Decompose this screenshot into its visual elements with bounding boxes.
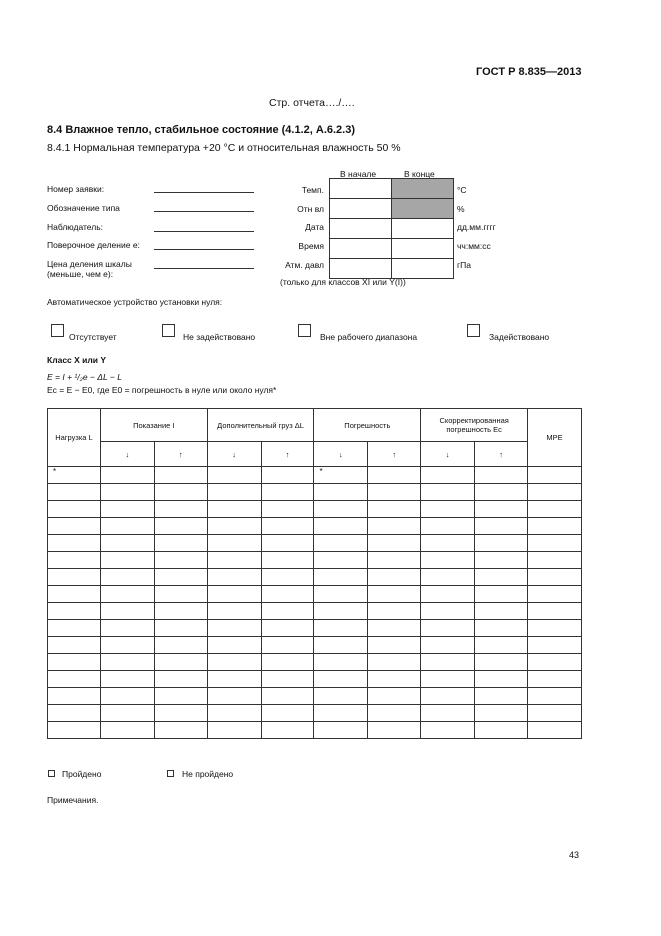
table-cell[interactable] [48,484,101,501]
table-cell[interactable] [528,484,582,501]
table-row [48,637,582,654]
table-row [48,722,582,739]
field-label-type: Обозначение типа [47,203,120,213]
table-cell[interactable] [475,688,528,705]
table-cell[interactable] [100,671,154,688]
arrow-down: ↓ [207,442,261,467]
table-cell[interactable] [48,569,101,586]
table-cell[interactable] [421,688,475,705]
checkbox-out-of-range[interactable] [298,324,311,337]
table-cell[interactable] [314,586,368,603]
col-corrected: Скорректированная погрешность Ec [421,409,528,442]
col-mpe: МРЕ [528,409,582,467]
table-cell[interactable] [475,535,528,552]
cond-cell[interactable] [330,239,392,259]
table-cell[interactable] [475,705,528,722]
table-cell[interactable] [475,518,528,535]
cond-unit-date: дд.мм.гггг [457,222,496,232]
table-cell[interactable] [154,552,207,569]
table-cell[interactable] [528,586,582,603]
table-cell[interactable] [528,467,582,484]
arrow-up: ↑ [368,442,421,467]
table-row [48,603,582,620]
table-cell[interactable] [100,467,154,484]
table-cell[interactable] [261,501,314,518]
table-cell[interactable] [314,603,368,620]
table-cell[interactable] [207,654,261,671]
arrow-up: ↑ [154,442,207,467]
cond-cell[interactable] [392,239,454,259]
table-cell[interactable] [314,518,368,535]
table-cell[interactable] [154,467,207,484]
table-cell[interactable] [314,688,368,705]
table-cell[interactable] [475,654,528,671]
table-cell[interactable] [207,501,261,518]
arrow-down: ↓ [100,442,154,467]
table-cell[interactable] [368,586,421,603]
report-page: Стр. отчета…./…. [269,97,355,109]
table-cell[interactable] [314,535,368,552]
cond-label-humidity: Отн вл [297,204,324,214]
table-cell[interactable] [528,518,582,535]
cond-col-end: В конце [404,169,435,179]
checkbox-absent[interactable] [51,324,64,337]
field-label-observer: Наблюдатель: [47,222,103,232]
table-cell[interactable] [528,569,582,586]
table-cell[interactable] [100,552,154,569]
table-cell[interactable] [314,484,368,501]
table-cell[interactable] [207,705,261,722]
table-cell[interactable] [528,654,582,671]
cond-cell[interactable] [330,219,392,239]
checkbox-not-engaged[interactable] [162,324,175,337]
table-cell[interactable] [528,671,582,688]
table-cell[interactable] [528,637,582,654]
option-absent: Отсутствует [69,332,117,342]
table-cell[interactable] [421,501,475,518]
table-cell[interactable] [100,688,154,705]
table-cell[interactable] [475,637,528,654]
table-cell[interactable] [261,569,314,586]
table-row [48,535,582,552]
table-row [48,552,582,569]
arrow-down: ↓ [314,442,368,467]
table-cell[interactable] [48,552,101,569]
table-row [48,569,582,586]
table-cell[interactable] [261,467,314,484]
table-cell[interactable] [421,569,475,586]
table-cell[interactable] [368,620,421,637]
table-cell[interactable] [368,671,421,688]
table-cell[interactable] [100,603,154,620]
table-cell[interactable] [368,705,421,722]
table-row [48,518,582,535]
table-cell[interactable] [421,654,475,671]
table-cell[interactable] [261,484,314,501]
table-cell[interactable] [528,535,582,552]
zero-marker-cell[interactable]: * [314,467,368,484]
measurement-table [47,408,582,739]
field-label-scale-note: (меньше, чем e): [47,269,114,279]
table-cell[interactable] [314,569,368,586]
table-cell[interactable] [48,671,101,688]
table-cell[interactable] [475,467,528,484]
table-cell[interactable] [48,603,101,620]
table-cell[interactable] [314,552,368,569]
table-cell[interactable] [207,688,261,705]
table-cell[interactable] [475,569,528,586]
cond-cell[interactable] [392,219,454,239]
table-cell[interactable] [48,518,101,535]
cond-cell-shaded [392,199,454,219]
table-cell[interactable] [368,722,421,739]
table-cell[interactable] [261,603,314,620]
cond-label-pressure: Атм. давл [285,260,324,270]
table-cell[interactable] [528,603,582,620]
option-engaged: Задействовано [489,332,550,342]
table-cell[interactable] [100,654,154,671]
zero-device-title: Автоматическое устройство установки нуля: [47,297,223,307]
table-cell[interactable] [368,535,421,552]
table-row [48,688,582,705]
table-cell[interactable] [314,501,368,518]
table-cell[interactable] [368,654,421,671]
table-cell[interactable] [154,688,207,705]
conditions-table [329,178,454,279]
table-cell[interactable] [528,705,582,722]
table-cell[interactable] [421,467,475,484]
cond-cell[interactable] [330,259,392,279]
table-cell[interactable] [154,501,207,518]
table-cell[interactable] [261,671,314,688]
section-title: 8.4 Влажное тепло, стабильное состояние (4.1.2, А.6.2.3) [47,124,356,136]
cond-cell[interactable] [392,259,454,279]
col-load: Нагрузка L [48,409,101,467]
table-cell[interactable] [528,552,582,569]
cond-unit-time: чч:мм:сс [457,241,491,251]
table-row [48,484,582,501]
table-cell[interactable] [528,722,582,739]
table-cell[interactable] [421,671,475,688]
table-cell[interactable] [368,484,421,501]
arrow-up: ↑ [261,442,314,467]
table-cell[interactable] [154,484,207,501]
table-cell[interactable] [475,671,528,688]
table-cell[interactable] [48,688,101,705]
table-cell[interactable] [100,535,154,552]
table-cell[interactable] [207,671,261,688]
table-cell[interactable] [48,620,101,637]
cond-cell[interactable] [330,199,392,219]
field-line-verification[interactable] [154,238,254,250]
table-cell[interactable] [261,552,314,569]
notes-label: Примечания. [47,795,99,805]
table-cell[interactable] [154,518,207,535]
table-cell[interactable] [421,552,475,569]
table-row [48,501,582,518]
table-cell[interactable] [528,620,582,637]
zero-marker-cell[interactable]: * [48,467,101,484]
table-cell[interactable] [100,518,154,535]
arrow-up: ↑ [475,442,528,467]
option-out-of-range: Вне рабочего диапазона [320,332,418,342]
table-cell[interactable] [154,637,207,654]
table-row [48,705,582,722]
table-cell[interactable] [100,569,154,586]
table-row [48,467,582,484]
formula-error: E = I + ¹/₂e − ΔL − L [47,372,122,382]
col-error: Погрешность [314,409,421,442]
table-cell[interactable] [100,637,154,654]
table-cell[interactable] [261,535,314,552]
table-cell[interactable] [207,722,261,739]
cond-note: (только для классов XI или Y(I)) [280,277,406,287]
standard-code: ГОСТ Р 8.835—2013 [476,66,582,78]
table-cell[interactable] [100,705,154,722]
table-cell[interactable] [100,484,154,501]
table-cell[interactable] [421,620,475,637]
page-number: 43 [569,850,580,860]
table-cell[interactable] [48,586,101,603]
cond-label-temp: Темп. [301,185,324,195]
table-cell[interactable] [368,637,421,654]
table-cell[interactable] [261,705,314,722]
table-cell[interactable] [207,586,261,603]
table-cell[interactable] [475,603,528,620]
table-row [48,654,582,671]
table-cell[interactable] [368,552,421,569]
table-cell[interactable] [421,484,475,501]
table-row [48,620,582,637]
table-cell[interactable] [261,637,314,654]
table-cell[interactable] [314,637,368,654]
result-pass: Пройдено [62,769,102,779]
table-cell[interactable] [475,501,528,518]
table-row [48,586,582,603]
table-cell[interactable] [528,688,582,705]
cond-label-time: Время [298,241,324,251]
table-cell[interactable] [368,518,421,535]
table-cell[interactable] [207,637,261,654]
table-cell[interactable] [48,535,101,552]
table-cell[interactable] [368,603,421,620]
table-cell[interactable] [207,467,261,484]
table-cell[interactable] [475,484,528,501]
table-cell[interactable] [368,569,421,586]
table-cell[interactable] [261,654,314,671]
arrow-down: ↓ [421,442,475,467]
table-cell[interactable] [100,586,154,603]
checkbox-engaged[interactable] [467,324,480,337]
cond-cell-shaded [392,179,454,199]
field-label-request: Номер заявки: [47,184,105,194]
table-cell[interactable] [368,501,421,518]
table-cell[interactable] [421,637,475,654]
table-cell[interactable] [207,603,261,620]
table-cell[interactable] [207,620,261,637]
table-cell[interactable] [154,620,207,637]
col-reading: Показание I [100,409,207,442]
cond-unit-humidity: % [457,204,465,214]
table-cell[interactable] [421,535,475,552]
table-cell[interactable] [48,637,101,654]
table-cell[interactable] [48,705,101,722]
table-cell[interactable] [100,501,154,518]
table-cell[interactable] [475,552,528,569]
cond-col-start: В начале [340,169,377,179]
table-cell[interactable] [261,620,314,637]
table-cell[interactable] [154,535,207,552]
table-cell[interactable] [314,654,368,671]
table-cell[interactable] [261,688,314,705]
table-cell[interactable] [154,705,207,722]
cond-cell[interactable] [330,179,392,199]
formula-corrected: Ec = E − E0, где E0 = погрешность в нуле или около нуля* [47,385,277,395]
table-cell[interactable] [261,518,314,535]
col-extra-load: Дополнительный груз ΔL [207,409,314,442]
class-title: Класс X или Y [47,355,107,365]
checkbox-pass[interactable] [48,770,55,777]
result-fail: Не пройдено [182,769,234,779]
checkbox-fail[interactable] [167,770,174,777]
table-cell[interactable] [207,552,261,569]
section-subtitle: 8.4.1 Нормальная температура +20 °С и относительная влажность 50 % [47,142,401,154]
table-cell[interactable] [421,518,475,535]
table-cell[interactable] [314,705,368,722]
table-cell[interactable] [48,654,101,671]
cond-unit-temp: °С [457,185,467,195]
table-cell[interactable] [154,569,207,586]
table-cell[interactable] [528,501,582,518]
table-cell[interactable] [100,722,154,739]
table-cell[interactable] [100,620,154,637]
table-cell[interactable] [314,671,368,688]
table-cell[interactable] [154,722,207,739]
table-cell[interactable] [154,603,207,620]
field-line-request[interactable] [154,181,254,193]
table-cell[interactable] [207,535,261,552]
table-cell[interactable] [207,569,261,586]
table-cell[interactable] [475,722,528,739]
table-cell[interactable] [154,586,207,603]
option-not-engaged: Не задействовано [183,332,256,342]
table-cell[interactable] [475,586,528,603]
table-cell[interactable] [475,620,528,637]
table-row [48,671,582,688]
table-cell[interactable] [261,722,314,739]
table-cell[interactable] [421,603,475,620]
cond-label-date: Дата [305,222,324,232]
table-cell[interactable] [154,654,207,671]
table-cell[interactable] [421,722,475,739]
table-cell[interactable] [314,620,368,637]
table-cell[interactable] [421,705,475,722]
table-cell[interactable] [207,484,261,501]
table-cell[interactable] [368,688,421,705]
field-label-scale: Цена деления шкалы [47,259,132,269]
table-cell[interactable] [421,586,475,603]
table-cell[interactable] [207,518,261,535]
field-line-observer[interactable] [154,220,254,232]
table-cell[interactable] [48,501,101,518]
field-line-type[interactable] [154,200,254,212]
field-label-verification: Поверочное деление e: [47,240,140,250]
table-cell[interactable] [368,467,421,484]
cond-unit-pressure: гПа [457,260,471,270]
table-cell[interactable] [154,671,207,688]
field-line-scale[interactable] [154,257,254,269]
table-cell[interactable] [261,586,314,603]
table-cell[interactable] [314,722,368,739]
table-cell[interactable] [48,722,101,739]
